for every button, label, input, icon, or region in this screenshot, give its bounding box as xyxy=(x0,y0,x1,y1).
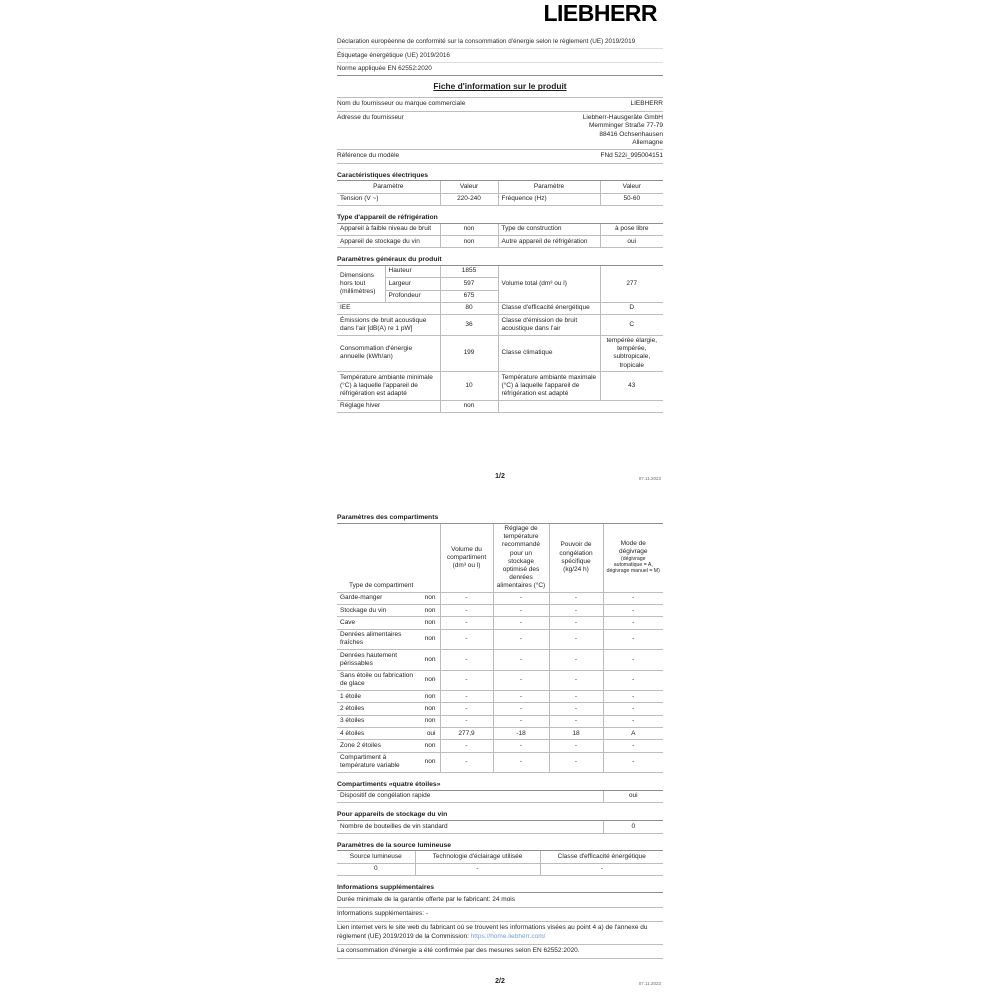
value-cell: 18 xyxy=(549,727,603,739)
compartments-table xyxy=(337,524,663,773)
value-cell: - xyxy=(549,715,603,727)
value-cell: - xyxy=(549,691,603,703)
column-header xyxy=(603,524,663,593)
supplier-table xyxy=(337,97,663,163)
column-header: Technologie d'éclairage utilisée xyxy=(415,851,540,863)
value-cell: 36 xyxy=(440,315,498,335)
value-cell: - xyxy=(440,703,493,715)
supplier-name-label: Nom du fournisseur ou marque commerciale xyxy=(337,98,537,112)
page-number: 1/2 xyxy=(495,473,505,480)
value-cell: - xyxy=(440,617,493,629)
value-cell: - xyxy=(440,670,493,690)
product-sheet xyxy=(337,0,663,986)
param-cell: Fréquence (Hz) xyxy=(498,193,600,205)
value-cell: - xyxy=(493,605,549,617)
regulation-line: Étiquetage énergétique (UE) 2019/2016 xyxy=(337,49,663,62)
param-cell: Autre appareil de réfrigération xyxy=(498,235,600,247)
value-cell: non xyxy=(440,224,498,236)
compartment-present: non xyxy=(417,605,440,617)
param-cell: Classe climatique xyxy=(498,335,600,372)
param-cell: Classe d'émission de bruit acoustique dans l'air xyxy=(498,315,600,335)
table-row xyxy=(337,650,663,670)
document-title: Fiche d'information sur le produit xyxy=(433,81,567,92)
table-row xyxy=(337,605,663,617)
value-cell: - xyxy=(540,863,663,875)
value-cell: - xyxy=(440,605,493,617)
compartment-present: non xyxy=(417,670,440,690)
value-cell: - xyxy=(603,752,663,772)
param-cell: Type de construction xyxy=(498,224,600,236)
section-title-info: Informations supplémentaires xyxy=(337,884,663,894)
column-header: Classe d'efficacité énergétique xyxy=(540,851,663,863)
value-cell: - xyxy=(549,617,603,629)
compartment-present: non xyxy=(417,691,440,703)
column-header: Type de compartiment xyxy=(337,524,440,593)
value-cell: - xyxy=(493,617,549,629)
compartment-type: Garde-manger xyxy=(337,592,417,604)
column-header: Valeur xyxy=(600,181,663,193)
value-cell: - xyxy=(493,715,549,727)
additional-info-row: Informations supplémentaires: - xyxy=(337,908,663,922)
footer-date: 07.11.2023 xyxy=(638,980,661,986)
column-header: Réglage de température recommandé pour un stockage optimisé des denrées alimentaires (°C) xyxy=(493,524,549,593)
value-cell: - xyxy=(603,715,663,727)
value-cell: - xyxy=(549,650,603,670)
value-cell: - xyxy=(493,752,549,772)
compartment-type: Cave xyxy=(337,617,417,629)
defrost-header: Mode de dégivrage xyxy=(618,540,648,556)
column-header: Source lumineuse xyxy=(337,851,415,863)
manufacturer-website-link[interactable]: https://home.liebherr.com/ xyxy=(470,932,546,940)
value-cell: 277,9 xyxy=(440,727,493,739)
compartment-present: non xyxy=(417,617,440,629)
column-header: Valeur xyxy=(440,181,498,193)
table-row xyxy=(337,335,663,372)
address-line: Memminger Straße 77-79 xyxy=(588,122,663,130)
value-cell: - xyxy=(440,715,493,727)
section-title-wine: Pour appareils de stockage du vin xyxy=(337,811,663,821)
page-footer xyxy=(337,978,663,990)
compartment-type: Denrées hautement périssables xyxy=(337,650,417,670)
table-row xyxy=(337,592,663,604)
value-cell: 10 xyxy=(440,372,498,401)
value-cell: - xyxy=(493,740,549,752)
value-cell: D xyxy=(600,302,663,314)
value-cell: - xyxy=(440,752,493,772)
value-cell: - xyxy=(415,863,540,875)
param-cell: Nombre de bouteilles de vin standard xyxy=(337,821,603,833)
value-cell: - xyxy=(603,605,663,617)
compartment-type: 1 étoile xyxy=(337,691,417,703)
section-title-type: Type d'appareil de réfrigération xyxy=(337,214,663,224)
wine-table xyxy=(337,821,663,834)
page-1 xyxy=(337,2,663,413)
model-reference-label: Référence du modèle xyxy=(337,150,537,164)
value-cell: C xyxy=(600,315,663,335)
value-cell: oui xyxy=(600,235,663,247)
table-row xyxy=(337,670,663,690)
compartment-present: non xyxy=(417,740,440,752)
compartment-present: non xyxy=(417,592,440,604)
compartment-type: Compartiment à température variable xyxy=(337,752,417,772)
table-row xyxy=(337,629,663,649)
dimension-name: Profondeur xyxy=(385,290,440,302)
table-row xyxy=(337,302,663,314)
value-cell: - xyxy=(440,691,493,703)
value-cell: - xyxy=(440,740,493,752)
value-cell: - xyxy=(549,605,603,617)
table-row xyxy=(337,863,663,875)
dimension-name: Hauteur xyxy=(385,266,440,278)
table-row xyxy=(337,703,663,715)
energy-confirmation-row: La consommation d'énergie a été confirmée par des mesures selon EN 62552:2020. xyxy=(337,945,663,959)
four-star-table xyxy=(337,791,663,804)
value-cell: - xyxy=(440,650,493,670)
page-footer xyxy=(337,473,663,485)
value-cell: - xyxy=(603,740,663,752)
compartment-type: 4 étoiles xyxy=(337,727,417,739)
compartment-type: Denrées alimentaires fraîches xyxy=(337,629,417,649)
value-cell: - xyxy=(549,592,603,604)
value-cell: 0 xyxy=(603,821,663,833)
compartment-type: Zone 2 étoiles xyxy=(337,740,417,752)
value-cell: 220-240 xyxy=(440,193,498,205)
value-cell: 43 xyxy=(600,372,663,401)
model-reference-value: FNd 522i_995004151 xyxy=(537,150,663,164)
param-cell: Appareil de stockage du vin xyxy=(337,235,440,247)
value-cell: - xyxy=(603,592,663,604)
table-row xyxy=(337,111,663,149)
address-line: 88416 Ochsenhausen xyxy=(599,130,663,138)
value-cell: non xyxy=(440,235,498,247)
defrost-header-note: (dégivrage automatique = A, dégivrage manuel = M) xyxy=(606,556,660,575)
supplier-address-label: Adresse du fournisseur xyxy=(337,111,537,149)
volume-label: Volume total (dm³ ou l) xyxy=(498,266,600,302)
type-table xyxy=(337,224,663,249)
value-cell: oui xyxy=(603,791,663,803)
table-row xyxy=(337,98,663,112)
compartment-present: non xyxy=(417,703,440,715)
dimensions-label: Dimensions hors tout (millimètres) xyxy=(337,266,385,302)
value-cell: A xyxy=(603,727,663,739)
compartment-present: non xyxy=(417,752,440,772)
compartment-type: Sans étoile ou fabrication de glace xyxy=(337,670,417,690)
manufacturer-link-row xyxy=(337,922,663,945)
winter-setting-value: non xyxy=(440,400,498,412)
value-cell: -18 xyxy=(493,727,549,739)
compartment-present: non xyxy=(417,715,440,727)
value-cell: - xyxy=(603,650,663,670)
param-cell: Appareil à faible niveau de bruit xyxy=(337,224,440,236)
value-cell: 199 xyxy=(440,335,498,372)
section-title-four-star: Compartiments «quatre étoiles» xyxy=(337,781,663,791)
section-title-light: Paramètres de la source lumineuse xyxy=(337,842,663,852)
table-row xyxy=(337,752,663,772)
table-header-row xyxy=(337,181,663,193)
footer-date: 07.11.2023 xyxy=(638,475,661,481)
value-cell: - xyxy=(603,617,663,629)
winter-setting-label: Réglage hiver xyxy=(337,400,440,412)
table-header-row xyxy=(337,524,663,593)
regulation-line: Norme appliquée EN 62552:2020 xyxy=(337,63,663,76)
liebherr-logo: LIEBHERR xyxy=(543,0,657,26)
supplier-name-value: LIEBHERR xyxy=(537,98,663,112)
value-cell: - xyxy=(493,592,549,604)
general-table xyxy=(337,266,663,413)
empty-cell xyxy=(498,400,663,412)
value-cell: - xyxy=(493,670,549,690)
value-cell: 0 xyxy=(337,863,415,875)
param-cell: Dispositif de congélation rapide xyxy=(337,791,603,803)
section-title-compartments: Paramètres des compartiments xyxy=(337,514,663,524)
page-2 xyxy=(337,514,663,959)
value-cell: tempérée élargie, tempérée, subtropicale, tropicale xyxy=(600,335,663,372)
value-cell: à pose libre xyxy=(600,224,663,236)
table-row xyxy=(337,224,663,236)
dimension-value: 675 xyxy=(440,290,498,302)
value-cell: - xyxy=(549,752,603,772)
value-cell: - xyxy=(549,629,603,649)
dimension-name: Largeur xyxy=(385,278,440,290)
section-title-electrical: Caractéristiques électriques xyxy=(337,172,663,182)
table-row xyxy=(337,617,663,629)
table-row xyxy=(337,727,663,739)
volume-value: 277 xyxy=(600,266,663,302)
value-cell: - xyxy=(603,691,663,703)
compartment-present: non xyxy=(417,629,440,649)
value-cell: - xyxy=(493,650,549,670)
supplier-address-value xyxy=(537,111,663,149)
value-cell: 50-60 xyxy=(600,193,663,205)
regulation-line: Déclaration européenne de conformité sur la consommation d'énergie selon le règlement (UE) 2019/2019 xyxy=(337,36,663,49)
value-cell: - xyxy=(440,629,493,649)
table-row xyxy=(337,266,663,278)
value-cell: - xyxy=(549,670,603,690)
table-row xyxy=(337,400,663,412)
column-header: Paramètre xyxy=(337,181,440,193)
warranty-row: Durée minimale de la garantie offerte par le fabricant: 24 mois xyxy=(337,893,663,907)
section-title-general: Paramètres généraux du produit xyxy=(337,256,663,266)
address-line: Allemagne xyxy=(632,138,663,146)
value-cell: - xyxy=(603,703,663,715)
table-row xyxy=(337,315,663,335)
compartment-present: oui xyxy=(417,727,440,739)
value-cell: - xyxy=(603,670,663,690)
address-line: Liebherr-Hausgeräte GmbH xyxy=(582,113,663,121)
table-row xyxy=(337,235,663,247)
table-row xyxy=(337,150,663,164)
param-cell: Température ambiante maximale (°C) à laquelle l'appareil de réfrigération est adapté xyxy=(498,372,600,401)
column-header: Volume du compartiment (dm³ ou l) xyxy=(440,524,493,593)
table-row xyxy=(337,821,663,833)
compartment-present: non xyxy=(417,650,440,670)
compartment-type: Stockage du vin xyxy=(337,605,417,617)
light-source-table xyxy=(337,851,663,876)
param-cell: Température ambiante minimale (°C) à laquelle l'appareil de réfrigération est adapté xyxy=(337,372,440,401)
value-cell: - xyxy=(549,703,603,715)
column-header: Pouvoir de congélation spécifique (kg/24 h) xyxy=(549,524,603,593)
page-number: 2/2 xyxy=(495,978,505,985)
dimension-value: 597 xyxy=(440,278,498,290)
value-cell: - xyxy=(440,592,493,604)
param-cell: IEE xyxy=(337,302,440,314)
table-row xyxy=(337,691,663,703)
value-cell: - xyxy=(493,691,549,703)
regulation-statements xyxy=(337,36,663,76)
compartment-type: 2 étoiles xyxy=(337,703,417,715)
value-cell: - xyxy=(549,740,603,752)
param-cell: Émissions de bruit acoustique dans l'air [dB(A) re 1 pW] xyxy=(337,315,440,335)
dimension-value: 1855 xyxy=(440,266,498,278)
param-cell: Classe d'efficacité énergétique xyxy=(498,302,600,314)
table-row xyxy=(337,372,663,401)
compartment-type: 3 étoiles xyxy=(337,715,417,727)
table-row xyxy=(337,791,663,803)
table-header-row xyxy=(337,851,663,863)
param-cell: Tension (V ~) xyxy=(337,193,440,205)
value-cell: - xyxy=(493,629,549,649)
value-cell: - xyxy=(603,629,663,649)
link-prefix-text: Lien internet vers le site web du fabricant où se trouvent les informations visées au point 4 a) de l'annexe du règlement (UE) 2019/2019 de la Commission: xyxy=(337,924,648,940)
electrical-table xyxy=(337,181,663,206)
value-cell: 80 xyxy=(440,302,498,314)
table-row xyxy=(337,715,663,727)
param-cell: Consommation d'énergie annuelle (kWh/an) xyxy=(337,335,440,372)
table-row xyxy=(337,193,663,205)
value-cell: - xyxy=(493,703,549,715)
column-header: Paramètre xyxy=(498,181,600,193)
table-row xyxy=(337,740,663,752)
